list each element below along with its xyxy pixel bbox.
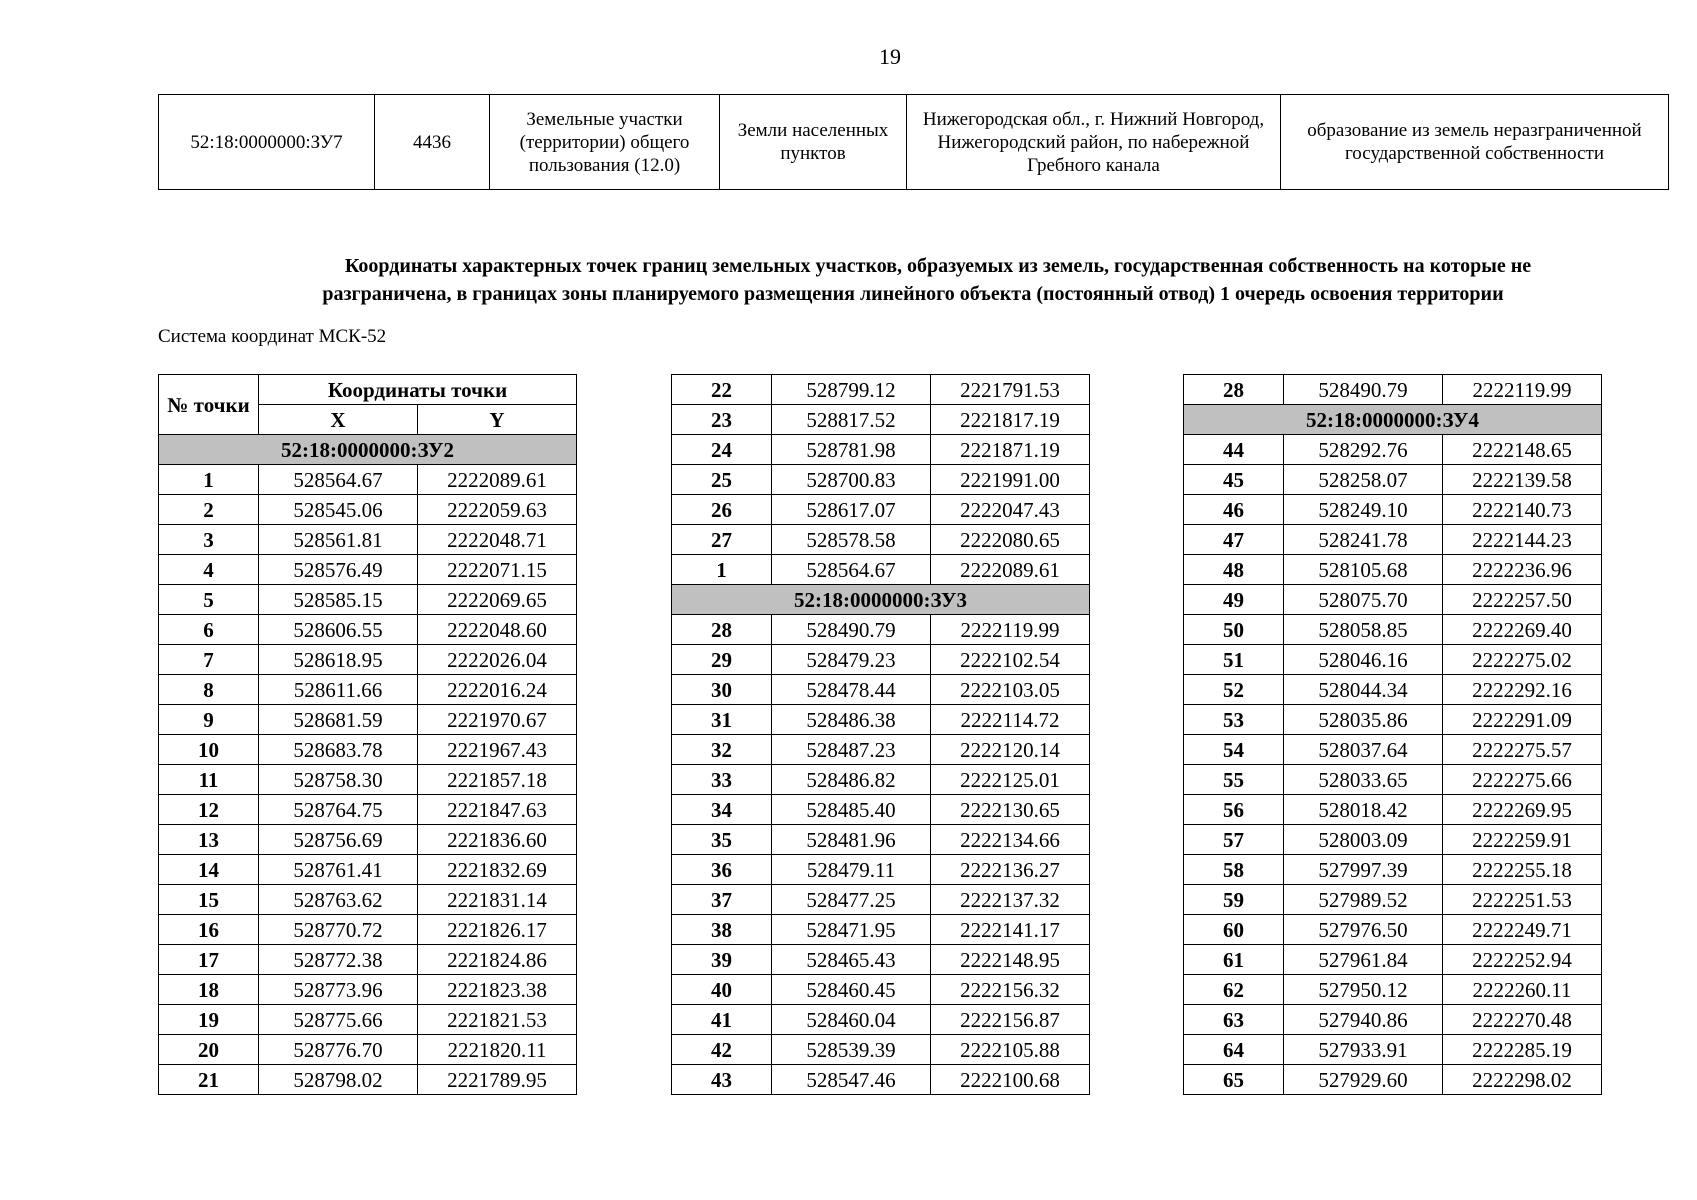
x-coordinate: 528477.25 [772, 885, 931, 915]
point-number: 5 [159, 585, 259, 615]
parcel-section-row [672, 585, 1090, 615]
y-coordinate: 2222252.94 [1443, 945, 1602, 975]
y-coordinate: 2222105.88 [931, 1035, 1090, 1065]
y-coordinate: 2221967.43 [418, 735, 577, 765]
point-number: 62 [1184, 975, 1284, 1005]
point-number: 58 [1184, 855, 1284, 885]
point-number: 55 [1184, 765, 1284, 795]
y-coordinate: 2222134.66 [931, 825, 1090, 855]
point-number: 1 [672, 555, 772, 585]
point-number: 6 [159, 615, 259, 645]
parcel-area: 4436 [375, 95, 490, 190]
y-coordinate: 2222260.11 [1443, 975, 1602, 1005]
point-number: 21 [159, 1065, 259, 1095]
y-coordinate: 2221820.11 [418, 1035, 577, 1065]
coordinates-table-column-1 [158, 374, 577, 1095]
point-number: 35 [672, 825, 772, 855]
y-coordinate: 2222114.72 [931, 705, 1090, 735]
table-row [1184, 1035, 1602, 1065]
point-number: 20 [159, 1035, 259, 1065]
point-number: 47 [1184, 525, 1284, 555]
point-number: 30 [672, 675, 772, 705]
permitted-use: Земельные участки (территории) общего пользования (12.0) [490, 95, 720, 190]
x-coordinate: 528772.38 [259, 945, 418, 975]
table-row [672, 645, 1090, 675]
table-row [159, 855, 577, 885]
x-coordinate: 527940.86 [1284, 1005, 1443, 1035]
y-coordinate: 2222251.53 [1443, 885, 1602, 915]
table-row [159, 615, 577, 645]
land-category: Земли населенных пунктов [720, 95, 907, 190]
x-coordinate: 527989.52 [1284, 885, 1443, 915]
point-number: 13 [159, 825, 259, 855]
point-number: 40 [672, 975, 772, 1005]
x-coordinate: 528479.23 [772, 645, 931, 675]
table-row [159, 765, 577, 795]
point-number: 57 [1184, 825, 1284, 855]
table-row [1184, 945, 1602, 975]
x-coordinate: 528758.30 [259, 765, 418, 795]
x-coordinate: 527961.84 [1284, 945, 1443, 975]
x-coordinate: 528241.78 [1284, 525, 1443, 555]
table-row [159, 525, 577, 555]
point-number: 45 [1184, 465, 1284, 495]
point-number: 46 [1184, 495, 1284, 525]
point-number: 14 [159, 855, 259, 885]
table-row [672, 1065, 1090, 1095]
y-coordinate: 2221831.14 [418, 885, 577, 915]
table-row [1184, 495, 1602, 525]
point-number: 17 [159, 945, 259, 975]
x-coordinate: 528479.11 [772, 855, 931, 885]
x-coordinate: 528564.67 [259, 465, 418, 495]
parcel-section-row [1184, 405, 1602, 435]
table-row [1184, 825, 1602, 855]
y-coordinate: 2221824.86 [418, 945, 577, 975]
table-row [159, 705, 577, 735]
y-coordinate: 2222016.24 [418, 675, 577, 705]
x-coordinate: 528775.66 [259, 1005, 418, 1035]
x-coordinate: 528773.96 [259, 975, 418, 1005]
y-coordinate: 2222255.18 [1443, 855, 1602, 885]
x-coordinate: 528798.02 [259, 1065, 418, 1095]
y-coordinate: 2222119.99 [931, 615, 1090, 645]
x-coordinate: 528033.65 [1284, 765, 1443, 795]
x-coordinate: 528044.34 [1284, 675, 1443, 705]
y-coordinate: 2222119.99 [1443, 375, 1602, 405]
y-coordinate: 2221817.19 [931, 405, 1090, 435]
point-number: 31 [672, 705, 772, 735]
point-number: 59 [1184, 885, 1284, 915]
y-coordinate: 2222291.09 [1443, 705, 1602, 735]
x-coordinate: 528617.07 [772, 495, 931, 525]
y-coordinate: 2222236.96 [1443, 555, 1602, 585]
point-number: 11 [159, 765, 259, 795]
x-coordinate: 528485.40 [772, 795, 931, 825]
x-coordinate: 528585.15 [259, 585, 418, 615]
point-number: 39 [672, 945, 772, 975]
point-number: 65 [1184, 1065, 1284, 1095]
table-row [1184, 855, 1602, 885]
y-coordinate: 2221789.95 [418, 1065, 577, 1095]
table-row [159, 825, 577, 855]
heading-line-2: разграничена, в границах зоны планируемого размещения линейного объекта (постоянный отвод) 1 очередь освоения территории [322, 283, 1504, 305]
point-number: 38 [672, 915, 772, 945]
x-coordinate: 528761.41 [259, 855, 418, 885]
x-coordinate: 527950.12 [1284, 975, 1443, 1005]
y-coordinate: 2222257.50 [1443, 585, 1602, 615]
x-coordinate: 528460.04 [772, 1005, 931, 1035]
point-number: 10 [159, 735, 259, 765]
point-number: 41 [672, 1005, 772, 1035]
parcel-row [159, 95, 1669, 190]
point-number: 7 [159, 645, 259, 675]
y-coordinate: 2222269.40 [1443, 615, 1602, 645]
table-row [672, 465, 1090, 495]
table-row [672, 915, 1090, 945]
table-row [159, 585, 577, 615]
x-coordinate: 528460.45 [772, 975, 931, 1005]
table-row [672, 885, 1090, 915]
y-coordinate: 2222285.19 [1443, 1035, 1602, 1065]
point-number: 36 [672, 855, 772, 885]
x-coordinate: 528003.09 [1284, 825, 1443, 855]
point-number: 18 [159, 975, 259, 1005]
point-number: 3 [159, 525, 259, 555]
coordinates-table-column-3 [1183, 374, 1602, 1095]
point-number: 33 [672, 765, 772, 795]
x-coordinate: 528545.06 [259, 495, 418, 525]
point-number: 63 [1184, 1005, 1284, 1035]
point-number: 29 [672, 645, 772, 675]
parcel-info-table [158, 94, 1669, 190]
x-coordinate: 528578.58 [772, 525, 931, 555]
y-coordinate: 2221836.60 [418, 825, 577, 855]
x-coordinate: 528292.76 [1284, 435, 1443, 465]
y-coordinate: 2222141.17 [931, 915, 1090, 945]
y-coordinate: 2221871.19 [931, 435, 1090, 465]
x-coordinate: 528547.46 [772, 1065, 931, 1095]
point-number: 8 [159, 675, 259, 705]
table-row [159, 675, 577, 705]
x-coordinate: 528471.95 [772, 915, 931, 945]
table-row [672, 735, 1090, 765]
point-number: 1 [159, 465, 259, 495]
point-number: 16 [159, 915, 259, 945]
table-row [159, 495, 577, 525]
table-row [1184, 765, 1602, 795]
x-coordinate: 528490.79 [1284, 375, 1443, 405]
table-row [159, 795, 577, 825]
point-number: 27 [672, 525, 772, 555]
x-coordinate: 528776.70 [259, 1035, 418, 1065]
y-coordinate: 2222071.15 [418, 555, 577, 585]
x-coordinate: 528075.70 [1284, 585, 1443, 615]
y-coordinate: 2222156.32 [931, 975, 1090, 1005]
table-row [1184, 705, 1602, 735]
point-number: 25 [672, 465, 772, 495]
y-coordinate: 2222048.71 [418, 525, 577, 555]
y-coordinate: 2221991.00 [931, 465, 1090, 495]
point-number: 64 [1184, 1035, 1284, 1065]
table-row [159, 975, 577, 1005]
table-row [159, 735, 577, 765]
x-coordinate: 528764.75 [259, 795, 418, 825]
point-number: 32 [672, 735, 772, 765]
point-number: 42 [672, 1035, 772, 1065]
y-coordinate: 2222156.87 [931, 1005, 1090, 1035]
x-coordinate: 527997.39 [1284, 855, 1443, 885]
y-coordinate: 2221823.38 [418, 975, 577, 1005]
table-row [672, 1035, 1090, 1065]
coordinates-table-column-2 [671, 374, 1090, 1095]
y-coordinate: 2222136.27 [931, 855, 1090, 885]
point-number: 53 [1184, 705, 1284, 735]
table-row [1184, 645, 1602, 675]
point-number: 51 [1184, 645, 1284, 675]
x-coordinate: 528799.12 [772, 375, 931, 405]
point-number: 19 [159, 1005, 259, 1035]
page-number: 19 [879, 44, 901, 69]
point-number-header: № точки [159, 375, 259, 435]
y-coordinate: 2222275.02 [1443, 645, 1602, 675]
x-coordinate: 528763.62 [259, 885, 418, 915]
table-row [672, 975, 1090, 1005]
x-coordinate: 528037.64 [1284, 735, 1443, 765]
parcel-section-label: 52:18:0000000:ЗУ3 [672, 585, 1090, 615]
y-coordinate: 2222089.61 [418, 465, 577, 495]
y-header: Y [418, 405, 577, 435]
point-number: 34 [672, 795, 772, 825]
cadastral-number: 52:18:0000000:ЗУ7 [159, 95, 375, 190]
table-row [672, 945, 1090, 975]
y-coordinate: 2222259.91 [1443, 825, 1602, 855]
x-coordinate: 528046.16 [1284, 645, 1443, 675]
table-row [672, 555, 1090, 585]
y-coordinate: 2222139.58 [1443, 465, 1602, 495]
x-coordinate: 528486.38 [772, 705, 931, 735]
y-coordinate: 2222148.95 [931, 945, 1090, 975]
parcel-section-row [159, 435, 577, 465]
y-coordinate: 2222089.61 [931, 555, 1090, 585]
y-coordinate: 2222059.63 [418, 495, 577, 525]
x-coordinate: 528486.82 [772, 765, 931, 795]
point-number: 4 [159, 555, 259, 585]
y-coordinate: 2222270.48 [1443, 1005, 1602, 1035]
y-coordinate: 2222120.14 [931, 735, 1090, 765]
table-row [1184, 795, 1602, 825]
y-coordinate: 2222100.68 [931, 1065, 1090, 1095]
formation-method: образование из земель неразграниченной государственной собственности [1281, 95, 1669, 190]
table-row [672, 405, 1090, 435]
table-row [1184, 1065, 1602, 1095]
y-coordinate: 2221847.63 [418, 795, 577, 825]
parcel-section-label: 52:18:0000000:ЗУ4 [1184, 405, 1602, 435]
table-row [1184, 615, 1602, 645]
table-row [159, 915, 577, 945]
point-number: 28 [672, 615, 772, 645]
y-coordinate: 2221857.18 [418, 765, 577, 795]
point-number: 56 [1184, 795, 1284, 825]
table-row [672, 435, 1090, 465]
x-coordinate: 528258.07 [1284, 465, 1443, 495]
y-coordinate: 2222069.65 [418, 585, 577, 615]
table-row [1184, 525, 1602, 555]
x-coordinate: 528564.67 [772, 555, 931, 585]
y-coordinate: 2222249.71 [1443, 915, 1602, 945]
y-coordinate: 2221826.17 [418, 915, 577, 945]
table-row [159, 555, 577, 585]
table-row [1184, 555, 1602, 585]
x-coordinate: 528561.81 [259, 525, 418, 555]
table-row [672, 825, 1090, 855]
point-number: 54 [1184, 735, 1284, 765]
table-row [1184, 585, 1602, 615]
table-row [1184, 375, 1602, 405]
point-number: 50 [1184, 615, 1284, 645]
y-coordinate: 2222140.73 [1443, 495, 1602, 525]
y-coordinate: 2221821.53 [418, 1005, 577, 1035]
x-coordinate: 528490.79 [772, 615, 931, 645]
x-coordinate: 528035.86 [1284, 705, 1443, 735]
point-number: 9 [159, 705, 259, 735]
table-row [672, 615, 1090, 645]
x-coordinate: 528606.55 [259, 615, 418, 645]
x-coordinate: 528487.23 [772, 735, 931, 765]
table-row [1184, 975, 1602, 1005]
table-row [672, 495, 1090, 525]
x-coordinate: 528465.43 [772, 945, 931, 975]
y-coordinate: 2222103.05 [931, 675, 1090, 705]
x-coordinate: 527933.91 [1284, 1035, 1443, 1065]
x-coordinate: 528105.68 [1284, 555, 1443, 585]
point-number: 22 [672, 375, 772, 405]
y-coordinate: 2221832.69 [418, 855, 577, 885]
y-coordinate: 2222130.65 [931, 795, 1090, 825]
table-row [159, 465, 577, 495]
heading-line-1: Координаты характерных точек границ земельных участков, образуемых из земель, государственная собственность на которые не [344, 255, 1532, 277]
x-coordinate: 528770.72 [259, 915, 418, 945]
point-number: 2 [159, 495, 259, 525]
parcel-section-label: 52:18:0000000:ЗУ2 [159, 435, 577, 465]
point-number: 26 [672, 495, 772, 525]
table-row [159, 1035, 577, 1065]
table-row [672, 375, 1090, 405]
table-row [672, 675, 1090, 705]
table-row [159, 1005, 577, 1035]
coordinate-system-label: Система координат МСК-52 [158, 326, 387, 347]
table-row [1184, 885, 1602, 915]
point-number: 44 [1184, 435, 1284, 465]
x-coordinate: 528683.78 [259, 735, 418, 765]
point-number: 61 [1184, 945, 1284, 975]
x-coordinate: 528781.98 [772, 435, 931, 465]
x-coordinate: 528817.52 [772, 405, 931, 435]
y-coordinate: 2222144.23 [1443, 525, 1602, 555]
x-coordinate: 528018.42 [1284, 795, 1443, 825]
point-number: 48 [1184, 555, 1284, 585]
x-coordinate: 528539.39 [772, 1035, 931, 1065]
y-coordinate: 2221791.53 [931, 375, 1090, 405]
x-coordinate: 527929.60 [1284, 1065, 1443, 1095]
table-row [672, 525, 1090, 555]
y-coordinate: 2222148.65 [1443, 435, 1602, 465]
y-coordinate: 2222125.01 [931, 765, 1090, 795]
x-coordinate: 528249.10 [1284, 495, 1443, 525]
point-number: 28 [1184, 375, 1284, 405]
y-coordinate: 2222102.54 [931, 645, 1090, 675]
y-coordinate: 2222292.16 [1443, 675, 1602, 705]
point-number: 60 [1184, 915, 1284, 945]
y-coordinate: 2222137.32 [931, 885, 1090, 915]
x-coordinate: 528618.95 [259, 645, 418, 675]
table-row [159, 945, 577, 975]
table-row [1184, 435, 1602, 465]
table-row [1184, 735, 1602, 765]
table-row [159, 1065, 577, 1095]
y-coordinate: 2222275.57 [1443, 735, 1602, 765]
point-number: 52 [1184, 675, 1284, 705]
x-coordinate: 528481.96 [772, 825, 931, 855]
x-coordinate: 528058.85 [1284, 615, 1443, 645]
point-number: 15 [159, 885, 259, 915]
table-row [159, 885, 577, 915]
x-coordinate: 527976.50 [1284, 915, 1443, 945]
table-row [672, 795, 1090, 825]
x-coordinate: 528681.59 [259, 705, 418, 735]
x-coordinate: 528700.83 [772, 465, 931, 495]
table-row [1184, 465, 1602, 495]
table-row [1184, 675, 1602, 705]
table-row [159, 645, 577, 675]
point-number: 37 [672, 885, 772, 915]
parcel-address: Нижегородская обл., г. Нижний Новгород, Нижегородский район, по набережной Гребного канала [907, 95, 1281, 190]
y-coordinate: 2222298.02 [1443, 1065, 1602, 1095]
table-row [1184, 1005, 1602, 1035]
x-coordinate: 528611.66 [259, 675, 418, 705]
point-number: 24 [672, 435, 772, 465]
table-row [672, 705, 1090, 735]
table-row [1184, 915, 1602, 945]
table-row [672, 765, 1090, 795]
point-number: 12 [159, 795, 259, 825]
x-coordinate: 528756.69 [259, 825, 418, 855]
table-row [672, 1005, 1090, 1035]
x-coordinate: 528478.44 [772, 675, 931, 705]
y-coordinate: 2222269.95 [1443, 795, 1602, 825]
table-row [672, 855, 1090, 885]
y-coordinate: 2222080.65 [931, 525, 1090, 555]
y-coordinate: 2222275.66 [1443, 765, 1602, 795]
y-coordinate: 2222048.60 [418, 615, 577, 645]
y-coordinate: 2222047.43 [931, 495, 1090, 525]
x-coordinate: 528576.49 [259, 555, 418, 585]
coordinates-header: Координаты точки [259, 375, 577, 405]
y-coordinate: 2222026.04 [418, 645, 577, 675]
point-number: 43 [672, 1065, 772, 1095]
section-heading [158, 252, 1668, 308]
point-number: 49 [1184, 585, 1284, 615]
point-number: 23 [672, 405, 772, 435]
x-header: X [259, 405, 418, 435]
y-coordinate: 2221970.67 [418, 705, 577, 735]
